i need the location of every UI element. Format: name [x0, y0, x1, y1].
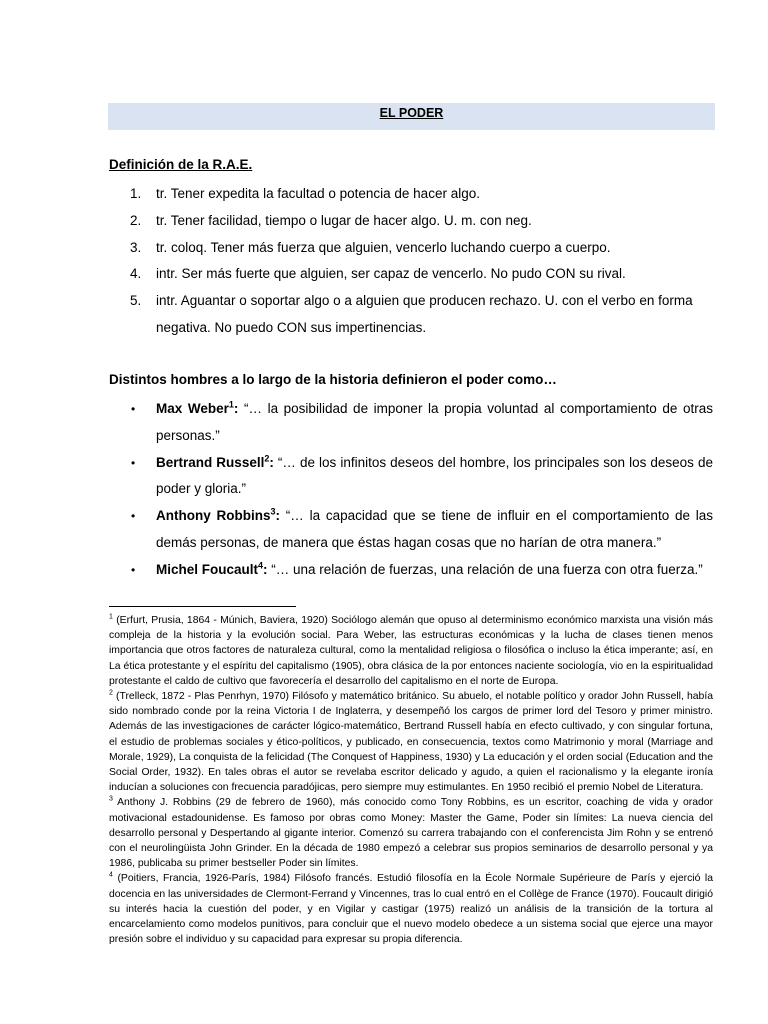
footnote-ref: 3 [270, 506, 276, 517]
footnote-text: Anthony J. Robbins (29 de febrero de 1960), más conocido como Tony Robbins, es un escritor, coaching de vida y orador motivacional estadounidense. Es famoso por obras como Money: Master the Game, Poder sin límites: La nueva ciencia del desarrollo personal y Despertando al gigante interior. Comenzó su carrera trabajando con el conferencista Jim Rohn y se entrenó con el neurolingüista John Grinder. En la década de 1980 empezó a celebrar sus propios seminarios de desarrollo personal y ya 1986, publicaba su primer bestseller Poder sin límites. [109, 797, 713, 870]
quote-text: “… de los infinitos deseos del hombre, los principales son los deseos de poder y gloria.” [156, 454, 713, 497]
definitions-heading: Definición de la R.A.E. [109, 157, 253, 172]
definition-item [109, 181, 715, 208]
footnote-text: (Poitiers, Francia, 1926-París, 1984) Filósofo francés. Estudió filosofía en la École Normale Supérieure de París y ejerció la docencia en las universidades de Clermont-Ferrand y Vincennes, tras lo cual entró en el Collège de France (1970). Foucault dirigió su interés hacia la cuestión del poder, y en Vigilar y castigar (1975) realizó un análisis de la transición de la tortura al encarcelamiento como modelos punitivos, para concluir que el nuevo modelo obedece a un sistema social que ejerce una mayor presión sobre el individuo y su capacidad para expresar su propia diferencia. [109, 873, 713, 946]
footnote-text: (Erfurt, Prusia, 1864 - Múnich, Baviera, 1920) Sociólogo alemán que opuso al determinismo económico marxista una visión más compleja de la historia y la evolución social. Para Weber, las estructuras económicas y la lucha de clases tienen menos importancia que otros factores de naturaleza cultural, como la mentalidad religiosa o filosófica o incluso la ética imperante; así, en La ética protestante y el espíritu del capitalismo (1905), obra clásica de la por entonces naciente sociología, vio en la espiritualidad protestante el caldo de cultivo que favorecería el desarrollo del capitalismo en el norte de Europa. [109, 615, 713, 687]
quote-text: “… una relación de fuerzas, una relación de una fuerza con otra fuerza.” [267, 561, 703, 577]
quote-text: “… la capacidad que se tiene de influir en el comportamiento de las demás personas, de manera que éstas hagan cosas que no harían de otra manera.” [156, 508, 714, 550]
definition-text: tr. Tener facilidad, tiempo o lugar de hacer algo. U. m. con neg. [156, 212, 532, 228]
definition-number: 1. [130, 186, 142, 201]
footnote-number: 2 [109, 689, 113, 697]
definition-item [109, 208, 715, 235]
footnote-number: 1 [109, 613, 113, 621]
definition-number: 3. [130, 239, 142, 255]
title-banner [108, 103, 715, 130]
quotes-list [109, 396, 713, 584]
footnote-text: (Trelleck, 1872 - Plas Penrhyn, 1970) Filósofo y matemático británico. Su abuelo, el notable político y orador John Russell, había sido nombrado conde por la reina Victoria I de Inglaterra, y desempeñó los cargos de primer lord del Tesoro y primer ministro. Además de las investigaciones de carácter lógico-matemático, Bertrand Russell había en efecto cultivado, y con singular fortuna, el estudio de problemas sociales y ético-políticos, y publicado, en consecuencia, textos como Matrimonio y moral (Marriage and Morale, 1929), La conquista de la felicidad (The Conquest of Happiness, 1930) y La educación y el orden social (Education and the Social Order, 1932). En tales obras el autor se revelaba escritor delicado y agudo, a quien el racionalismo y la elegante ironía inducían a soluciones con frecuencia paradójicas, pero siempre muy estimulantes. En 1950 recibió el premio Nobel de Literatura. [109, 691, 713, 794]
definition-item [109, 288, 715, 342]
footnote-ref: 1 [228, 399, 234, 410]
definition-text: intr. Aguantar o soportar algo o a alguien que producen rechazo. U. con el verbo en forma negativa. No puedo CON sus impertinencias. [156, 293, 693, 335]
author-name: Max Weber$^1$: [156, 399, 239, 416]
footnote-ref: 2 [264, 453, 270, 464]
quote-text: “… la posibilidad de imponer la propia voluntad al comportamiento de otras personas.” [156, 401, 713, 443]
author-name: Bertrand Russell$^2$: [156, 453, 274, 470]
footnote [109, 795, 713, 871]
definition-number: 4. [130, 266, 142, 282]
bullet-icon: • [131, 509, 136, 524]
definitions-list [109, 181, 715, 342]
quote-item [109, 557, 713, 584]
footnote [109, 613, 713, 689]
bullet-icon: • [131, 562, 136, 577]
quote-item [109, 503, 713, 557]
definition-text: tr. Tener expedita la facultad o potencia de hacer algo. [156, 186, 480, 201]
footnote-separator [109, 606, 296, 607]
footnote [109, 689, 713, 795]
author-name: Anthony Robbins$^3$: [156, 506, 281, 524]
definition-text: intr. Ser más fuerte que alguien, ser capaz de vencerlo. No pudo CON su rival. [156, 266, 626, 282]
quote-item [109, 396, 713, 450]
author-name: Michel Foucault$^4$: [156, 560, 268, 577]
footnote [109, 871, 713, 947]
footnote-ref: 4 [258, 560, 264, 571]
bullet-icon: • [131, 455, 136, 470]
definition-item [109, 235, 715, 262]
definition-number: 5. [130, 293, 142, 309]
definition-item [109, 261, 715, 288]
definition-text: tr. coloq. Tener más fuerza que alguien, vencerlo luchando cuerpo a cuerpo. [156, 239, 611, 255]
page-title: EL PODER [379, 106, 444, 120]
definition-number: 2. [130, 212, 142, 228]
quote-item [109, 450, 713, 504]
footnote-number: 4 [109, 871, 113, 879]
footnote-number: 3 [109, 795, 113, 803]
footnotes [109, 613, 713, 947]
quotes-heading: Distintos hombres a lo largo de la historia definieron el poder como… [109, 372, 557, 387]
bullet-icon: • [131, 402, 136, 416]
